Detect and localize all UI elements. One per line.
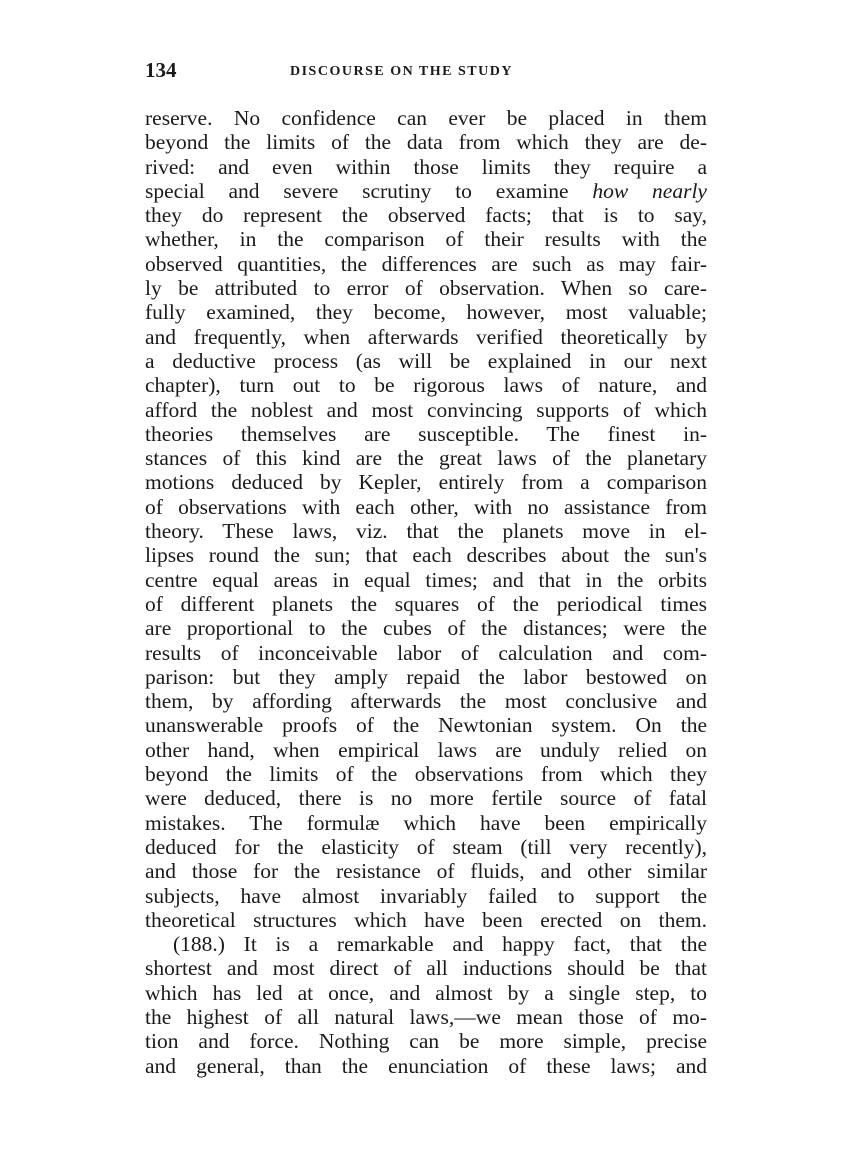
body-text [145,106,707,1078]
text-line: chapter), turn out to be rigorous laws of nature, and [145,373,707,398]
page-number: 134 [145,58,177,82]
paragraph-188-start: (188.) It is a remarkable and happy fact, that the [173,932,707,957]
text-line: special and severe scrutiny to examine how nearly [145,178,707,203]
running-title: DISCOURSE ON THE STUDY [290,64,513,79]
text-line: them, by affording afterwards the most conclusive and [145,689,707,714]
text-line: fully examined, they become, however, most valuable; [145,300,707,325]
text-line: deduced for the elasticity of steam (till very recently), [145,834,707,859]
text-line: other hand, when empirical laws are unduly relied on [145,737,707,762]
text-line: reserve. No confidence can ever be placed in them [145,106,707,130]
text-line: were deduced, there is no more fertile source of fatal [145,786,707,811]
book-page [145,56,707,1078]
text-line: parison: but they amply repaid the labor bestowed on [145,664,707,689]
text-line: afford the noblest and most convincing supports of which [145,397,707,422]
paragraph-end-line: theoretical structures which have been erected on them. [145,907,707,932]
running-head [145,56,707,96]
text-line: beyond the limits of the data from which they are de- [145,130,707,155]
text-line: tion and force. Nothing can be more simple, precise [145,1029,707,1054]
text-line: observed quantities, the differences are such as may fair- [145,251,707,276]
text-line: subjects, have almost invariably failed to support the [145,883,707,908]
text-line: rived: and even within those limits they require a [145,154,707,179]
text-line: beyond the limits of the observations from which they [145,762,707,787]
text-line: ly be attributed to error of observation. When so care- [145,276,707,301]
text-line: theories themselves are susceptible. The finest in- [145,421,707,446]
text-line: whether, in the comparison of their results with the [145,227,707,252]
text-line: which has led at once, and almost by a single step, to [145,980,707,1005]
text-line: unanswerable proofs of the Newtonian system. On the [145,713,707,738]
text-line: they do represent the observed facts; that is to say, [145,203,707,228]
text-line: of different planets the squares of the periodical times [145,591,707,616]
text-line: and frequently, when afterwards verified theoretically by [145,324,707,349]
text-line: and general, than the enunciation of these laws; and [145,1053,707,1078]
text-line: the highest of all natural laws,—we mean those of mo- [145,1004,707,1029]
text-line: results of inconceivable labor of calculation and com- [145,640,707,665]
text-line: lipses round the sun; that each describes about the sun's [145,543,707,568]
text-line: stances of this kind are the great laws of the planetary [145,446,707,471]
text-line: are proportional to the cubes of the distances; were the [145,616,707,641]
text-line: motions deduced by Kepler, entirely from a comparison [145,470,707,495]
text-line: shortest and most direct of all inductions should be that [145,956,707,981]
text-line: centre equal areas in equal times; and that in the orbits [145,567,707,592]
text-line: of observations with each other, with no assistance from [145,494,707,519]
text-line: mistakes. The formulæ which have been empirically [145,810,707,835]
italic-emphasis: how nearly [592,178,707,203]
text-line: and those for the resistance of fluids, and other similar [145,859,707,884]
text-line: a deductive process (as will be explained in our next [145,348,707,373]
text-line: theory. These laws, viz. that the planets move in el- [145,519,707,544]
